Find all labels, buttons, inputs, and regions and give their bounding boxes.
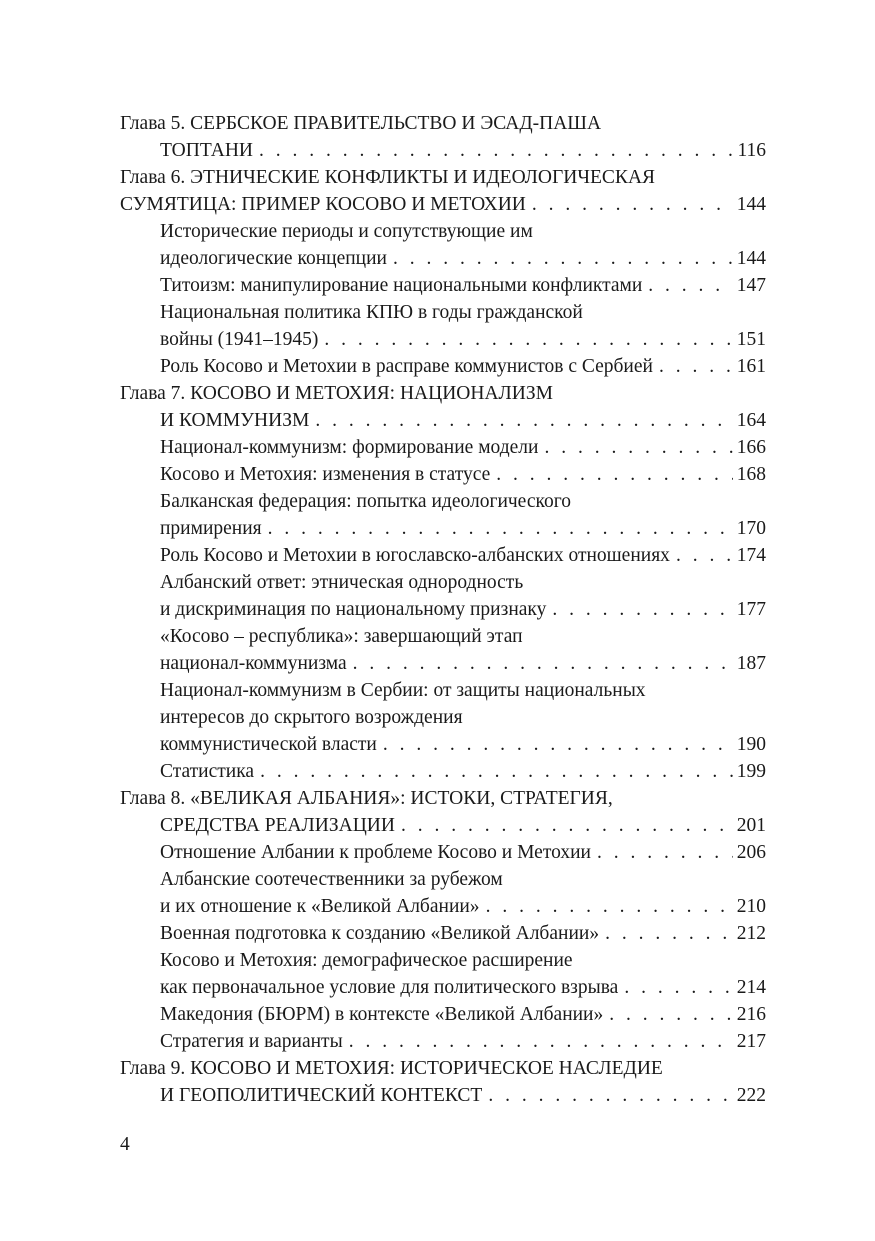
- dot-leader: [659, 353, 733, 380]
- toc-title-line: и их отношение к «Великой Албании»: [160, 896, 480, 917]
- toc-page-number: 222: [736, 1085, 766, 1106]
- toc-page-number: 190: [736, 734, 766, 755]
- toc-entry-row: [160, 650, 766, 677]
- toc-entry-row: [160, 245, 766, 272]
- toc-entry-row: [160, 542, 766, 569]
- toc-entry-row: [160, 461, 766, 488]
- toc-entry-row: [160, 839, 766, 866]
- toc-entry-row: [160, 434, 766, 461]
- toc-entry-row: [120, 137, 766, 164]
- toc-title-line: Национал-коммунизм: формирование модели: [160, 437, 539, 458]
- toc-title-line: Военная подготовка к созданию «Великой Албании»: [160, 923, 600, 944]
- toc-page-number: 217: [736, 1031, 766, 1052]
- toc-page-number: 212: [736, 923, 766, 944]
- page-number: 4: [120, 1134, 130, 1155]
- toc-section: [120, 461, 766, 488]
- table-of-contents: [120, 110, 766, 1109]
- toc-entry-row: [160, 758, 766, 785]
- toc-section: [120, 947, 766, 1001]
- toc-section: [120, 488, 766, 542]
- toc-title-line: Албанские соотечественники за рубежом: [160, 869, 503, 890]
- toc-entry-row: [160, 731, 766, 758]
- toc-title-line: интересов до скрытого возрождения: [160, 707, 463, 728]
- toc-section: [120, 866, 766, 920]
- toc-title-line: национал-коммунизма: [160, 653, 347, 674]
- dot-leader: [532, 191, 733, 218]
- toc-title-line: Глава 7. КОСОВО И МЕТОХИЯ: НАЦИОНАЛИЗМ: [120, 383, 553, 404]
- toc-title-line: Национальная политика КПЮ в годы гражданской: [160, 302, 583, 323]
- toc-page-number: 164: [736, 410, 766, 431]
- toc-section: [120, 623, 766, 677]
- dot-leader: [401, 812, 733, 839]
- toc-page-number: 166: [736, 437, 766, 458]
- toc-page-number: 168: [736, 464, 766, 485]
- toc-entry-row: [120, 407, 766, 434]
- toc-page-number: 170: [736, 518, 766, 539]
- dot-leader: [486, 893, 733, 920]
- toc-title-line: Стратегия и варианты: [160, 1031, 343, 1052]
- dot-leader: [324, 326, 732, 353]
- toc-title-line: Албанский ответ: этническая однородность: [160, 572, 524, 593]
- toc-title-line: Косово и Метохия: изменения в статусе: [160, 464, 491, 485]
- toc-section: [120, 758, 766, 785]
- dot-leader: [624, 974, 732, 1001]
- toc-page-number: 147: [736, 275, 766, 296]
- dot-leader: [315, 407, 732, 434]
- dot-leader: [605, 920, 733, 947]
- toc-entry-row: [160, 596, 766, 623]
- dot-leader: [353, 650, 733, 677]
- toc-title-line: Глава 9. КОСОВО И МЕТОХИЯ: ИСТОРИЧЕСКОЕ НАСЛЕДИЕ: [120, 1058, 663, 1079]
- dot-leader: [676, 542, 733, 569]
- toc-page-number: 174: [736, 545, 766, 566]
- toc-title-line: Исторические периоды и сопутствующие им: [160, 221, 533, 242]
- dot-leader: [597, 839, 733, 866]
- toc-section: [120, 299, 766, 353]
- toc-entry-row: [160, 893, 766, 920]
- toc-title-line: идеологические концепции: [160, 248, 387, 269]
- toc-page-number: 144: [736, 248, 766, 269]
- toc-page-number: 216: [736, 1004, 766, 1025]
- dot-leader: [383, 731, 733, 758]
- toc-entry-row: [160, 974, 766, 1001]
- toc-chapter: [120, 785, 766, 839]
- toc-section: [120, 542, 766, 569]
- toc-section: [120, 434, 766, 461]
- toc-title-line: Балканская федерация: попытка идеологического: [160, 491, 571, 512]
- toc-title-line: Национал-коммунизм в Сербии: от защиты национальных: [160, 680, 646, 701]
- toc-section: [120, 839, 766, 866]
- toc-section: [120, 218, 766, 272]
- toc-entry-row: [120, 1082, 766, 1109]
- dot-leader: [544, 434, 732, 461]
- toc-title-line: ТОПТАНИ: [160, 140, 254, 161]
- dot-leader: [488, 1082, 732, 1109]
- toc-page-number: 116: [737, 140, 766, 161]
- dot-leader: [268, 515, 733, 542]
- toc-title-line: Косово и Метохия: демографическое расширение: [160, 950, 573, 971]
- toc-section: [120, 272, 766, 299]
- toc-section: [120, 1001, 766, 1028]
- toc-page-number: 144: [736, 194, 766, 215]
- toc-title-line: И КОММУНИЗМ: [160, 410, 310, 431]
- dot-leader: [648, 272, 732, 299]
- toc-title-line: Глава 8. «ВЕЛИКАЯ АЛБАНИЯ»: ИСТОКИ, СТРАТЕГИЯ,: [120, 788, 613, 809]
- dot-leader: [552, 596, 732, 623]
- toc-title-line: Роль Косово и Метохии в расправе коммунистов с Сербией: [160, 356, 653, 377]
- toc-entry-row: [160, 326, 766, 353]
- toc-page-number: 214: [736, 977, 766, 998]
- toc-section: [120, 1028, 766, 1055]
- toc-section: [120, 353, 766, 380]
- toc-entry-row: [120, 812, 766, 839]
- toc-title-line: Македония (БЮРМ) в контексте «Великой Албании»: [160, 1004, 604, 1025]
- toc-entry-row: [120, 191, 766, 218]
- dot-leader: [393, 245, 733, 272]
- toc-title-line: СУМЯТИЦА: ПРИМЕР КОСОВО И МЕТОХИИ: [120, 194, 526, 215]
- toc-section: [120, 569, 766, 623]
- dot-leader: [349, 1028, 733, 1055]
- toc-title-line: Титоизм: манипулирование национальными конфликтами: [160, 275, 643, 296]
- toc-page-number: 187: [736, 653, 766, 674]
- toc-page-number: 161: [736, 356, 766, 377]
- toc-entry-row: [160, 515, 766, 542]
- toc-title-line: примирения: [160, 518, 262, 539]
- toc-title-line: СРЕДСТВА РЕАЛИЗАЦИИ: [160, 815, 395, 836]
- toc-page-number: 201: [736, 815, 766, 836]
- toc-page-number: 206: [736, 842, 766, 863]
- toc-chapter: [120, 164, 766, 218]
- toc-page-number: 199: [736, 761, 766, 782]
- toc-title-line: «Косово – республика»: завершающий этап: [160, 626, 523, 647]
- toc-title-line: Статистика: [160, 761, 255, 782]
- toc-entry-row: [160, 1028, 766, 1055]
- toc-title-line: коммунистической власти: [160, 734, 377, 755]
- toc-title-line: и дискриминация по национальному признаку: [160, 599, 547, 620]
- dot-leader: [260, 758, 733, 785]
- toc-entry-row: [160, 1001, 766, 1028]
- toc-chapter: [120, 1055, 766, 1109]
- toc-chapter: [120, 110, 766, 164]
- dot-leader: [609, 1001, 733, 1028]
- toc-page-number: 210: [736, 896, 766, 917]
- toc-section: [120, 677, 766, 758]
- dot-leader: [496, 461, 732, 488]
- toc-title-line: И ГЕОПОЛИТИЧЕСКИЙ КОНТЕКСТ: [160, 1085, 483, 1106]
- toc-page-number: 151: [736, 329, 766, 350]
- toc-title-line: Глава 5. СЕРБСКОЕ ПРАВИТЕЛЬСТВО И ЭСАД-ПАША: [120, 113, 602, 134]
- toc-page-number: 177: [736, 599, 766, 620]
- toc-title-line: войны (1941–1945): [160, 329, 319, 350]
- toc-entry-row: [160, 272, 766, 299]
- toc-title-line: Глава 6. ЭТНИЧЕСКИЕ КОНФЛИКТЫ И ИДЕОЛОГИЧЕСКАЯ: [120, 167, 656, 188]
- toc-title-line: Роль Косово и Метохии в югославско-албанских отношениях: [160, 545, 670, 566]
- toc-entry-row: [160, 920, 766, 947]
- dot-leader: [259, 137, 733, 164]
- toc-chapter: [120, 380, 766, 434]
- toc-entry-row: [160, 353, 766, 380]
- toc-title-line: как первоначальное условие для политического взрыва: [160, 977, 619, 998]
- toc-section: [120, 920, 766, 947]
- toc-title-line: Отношение Албании к проблеме Косово и Метохии: [160, 842, 591, 863]
